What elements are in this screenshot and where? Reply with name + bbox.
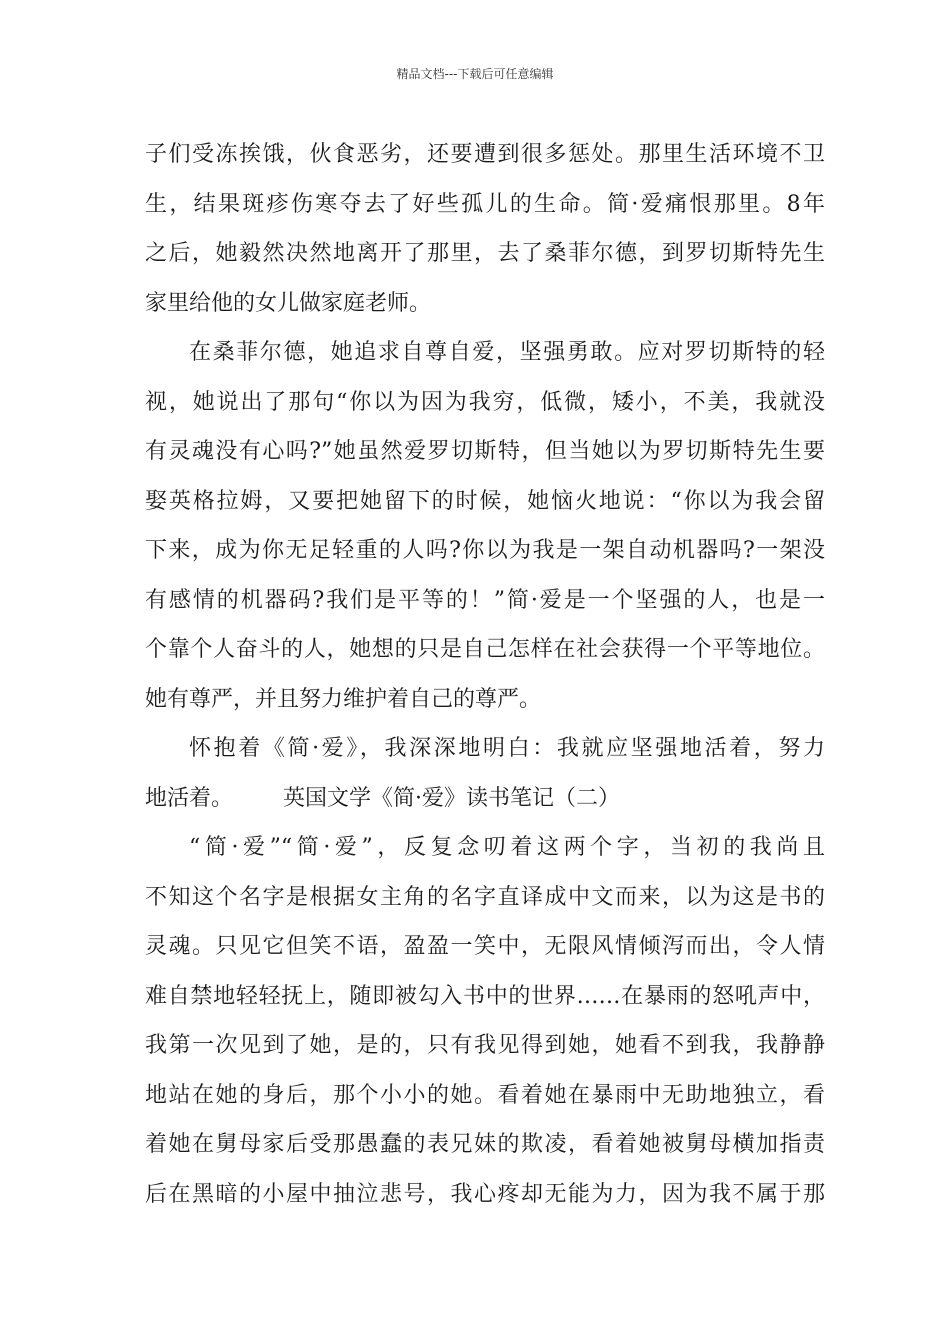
text-line: 个靠个人奋斗的人，她想的只是自己怎样在社会获得一个平等地位。 [145,637,825,662]
text-span: 地活着。 [145,785,234,811]
text-line: 家里给他的女儿做家庭老师。 [145,290,432,316]
page-header: 精品文档---下载后可任意编辑 [396,67,554,81]
text-line: 之后，她毅然决然地离开了那里，去了桑菲尔德，到罗切斯特先生 [145,241,825,266]
text-line: 灵魂。只见它但笑不语，盈盈一笑中，无限风情倾泻而出，令人情 [145,934,825,959]
text-line: 着她在舅母家后受那愚蠢的表兄妹的欺凌，看着她被舅母横加指责 [145,1132,825,1157]
text-line: 下来，成为你无足轻重的人吗?你以为我是一架自动机器吗?一架没 [145,538,825,563]
section-title: 英国文学《简·爱》读书笔记（二） [283,785,621,811]
body-text [145,130,825,1219]
text-line: 生，结果斑疹伤寒夺去了好些孤儿的生命。简·爱痛恨那里。8年 [145,191,825,217]
text-line: 不知这个名字是根据女主角的名字直译成中文而来，以为这是书的 [145,884,825,910]
text-line: 有感情的机器码?我们是平等的！”简·爱是一个坚强的人，也是一 [145,587,825,613]
text-line: 她有尊严，并且努力维护着自己的尊严。 [145,686,542,712]
text-line: 有灵魂没有心吗?”她虽然爱罗切斯特，但当她以为罗切斯特先生要 [145,439,825,464]
text-line: 我第一次见到了她，是的，只有我见得到她，她看不到我，我静静 [145,1033,825,1058]
text-line: 难自禁地轻轻抚上，随即被勾入书中的世界……在暴雨的怒吼声中， [145,983,825,1009]
text-line-with-title [145,774,825,824]
text-line: 娶英格拉姆，又要把她留下的时候，她恼火地说：“你以为我会留 [145,488,825,514]
text-line: 在桑菲尔德，她追求自尊自爱，坚强勇敢。应对罗切斯特的轻 [189,340,825,365]
text-line: 视，她说出了那句“你以为因为我穷，低微，矮小，不美，我就没 [145,389,825,415]
text-line: “简·爱”“简·爱”，反复念叨着这两个字，当初的我尚且 [189,835,825,860]
text-line: 后在黑暗的小屋中抽泣悲号，我心疼却无能为力，因为我不属于那 [145,1181,825,1207]
text-line: 子们受冻挨饿，伙食恶劣，还要遭到很多惩处。那里生活环境不卫 [145,142,825,167]
text-line: 地站在她的身后，那个小小的她。看着她在暴雨中无助地独立，看 [145,1082,825,1108]
text-line: 怀抱着《简·爱》，我深深地明白：我就应坚强地活着，努力 [189,736,825,761]
